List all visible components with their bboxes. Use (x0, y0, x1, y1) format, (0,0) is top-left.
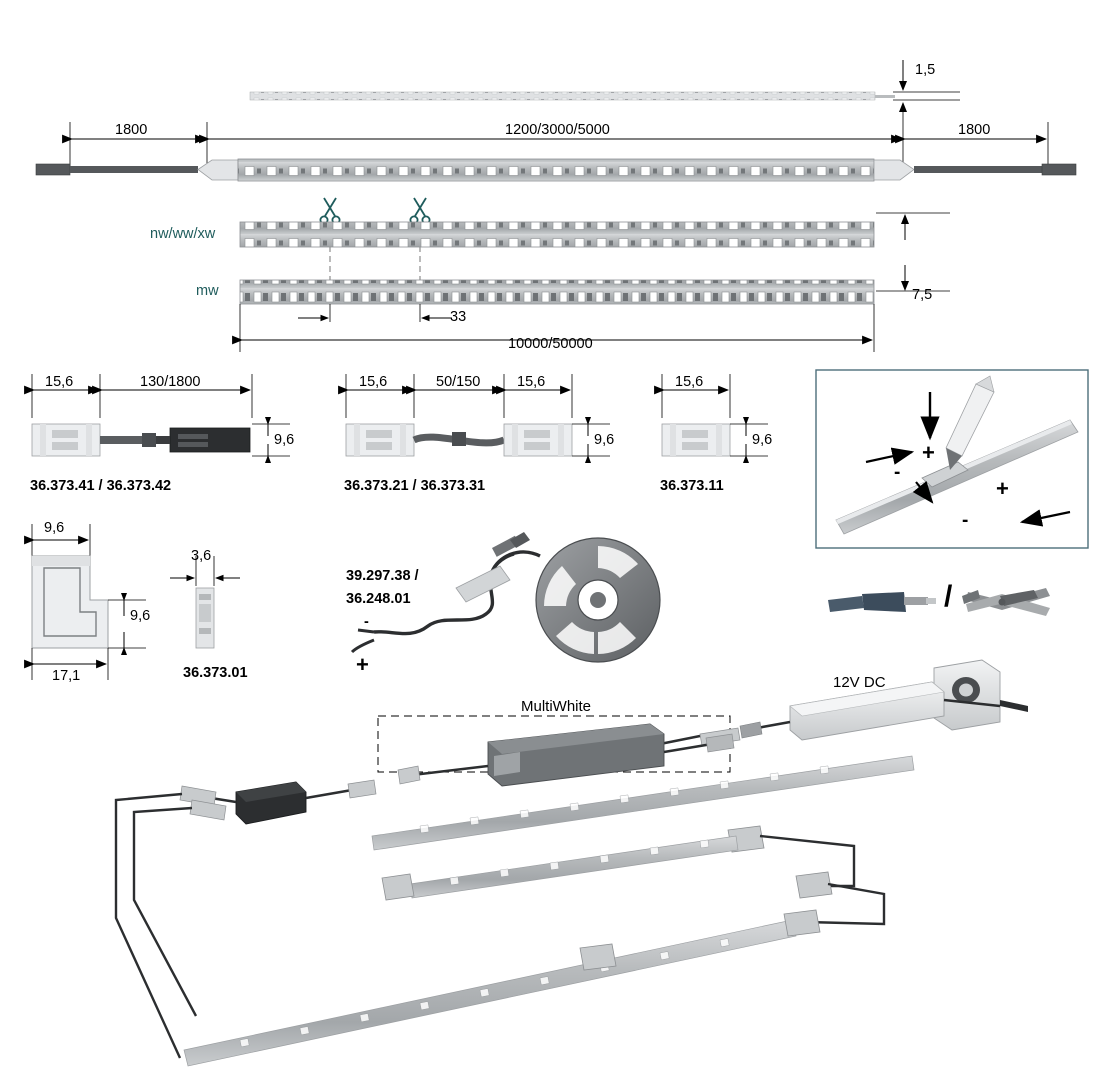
multiwhite-label: MultiWhite (521, 698, 592, 715)
cable-minus-label: - (364, 614, 369, 630)
corner-dim-length: 17,1 (52, 668, 81, 684)
height-dimension-7-5 (876, 213, 950, 291)
center-length-label: 1200/3000/5000 (505, 122, 610, 138)
voltage-label: 12V DC (833, 674, 886, 691)
conn2-dim-1: 15,6 (359, 374, 388, 390)
thin-strip-side-view (250, 60, 960, 112)
cable-part-number-line1: 39.297.38 / (346, 568, 419, 584)
screwdriver-icon (828, 592, 936, 612)
polarity-minus-left: - (894, 462, 901, 483)
conn2-part-number: 36.373.21 / 36.373.31 (344, 478, 486, 494)
polarity-plus-right: + (996, 476, 1009, 501)
small-part-dim: 3,6 (191, 548, 212, 564)
corner-dim-height: 9,6 (130, 608, 151, 624)
polarity-panel (816, 370, 1088, 548)
conn1-dim-2: 130/1800 (140, 374, 201, 390)
tools-separator: / (944, 580, 953, 613)
strip-label-mw: mw (196, 283, 219, 299)
conn2-dim-4: 9,6 (594, 432, 615, 448)
pliers-icon (962, 588, 1050, 616)
corner-dim-width: 9,6 (44, 520, 65, 536)
strip-height-label: 7,5 (912, 287, 933, 303)
conn1-dim-3: 9,6 (274, 432, 295, 448)
conn1-dim-1: 15,6 (45, 374, 74, 390)
conn3-dim-2: 9,6 (752, 432, 773, 448)
conn1-part-number: 36.373.41 / 36.373.42 (30, 478, 172, 494)
conn2-dim-2: 50/150 (436, 374, 481, 390)
polarity-minus-bottom: - (962, 510, 969, 531)
led-pitch-label: 33 (450, 309, 467, 325)
conn3-dim-1: 15,6 (675, 374, 704, 390)
conn2-dim-3: 15,6 (517, 374, 546, 390)
corner-part-number: 36.373.01 (183, 665, 248, 681)
system-wiring-diagram (116, 660, 1028, 1066)
strip-mw (240, 280, 874, 304)
cable-part-number-line2: 36.248.01 (346, 591, 411, 607)
left-lead-length-label: 1800 (115, 122, 148, 138)
cable-plus-label: + (356, 652, 369, 677)
strip-label-nw-ww-xw: nw/ww/xw (150, 226, 216, 242)
conn3-part-number: 36.373.11 (660, 478, 724, 494)
total-length-label: 10000/50000 (508, 336, 593, 352)
thickness-label: 1,5 (915, 62, 936, 78)
main-led-strip-with-leads (36, 159, 1076, 181)
right-lead-length-label: 1800 (958, 122, 991, 138)
polarity-plus-top: + (922, 440, 935, 465)
strip-nw-ww-xw (240, 222, 874, 247)
